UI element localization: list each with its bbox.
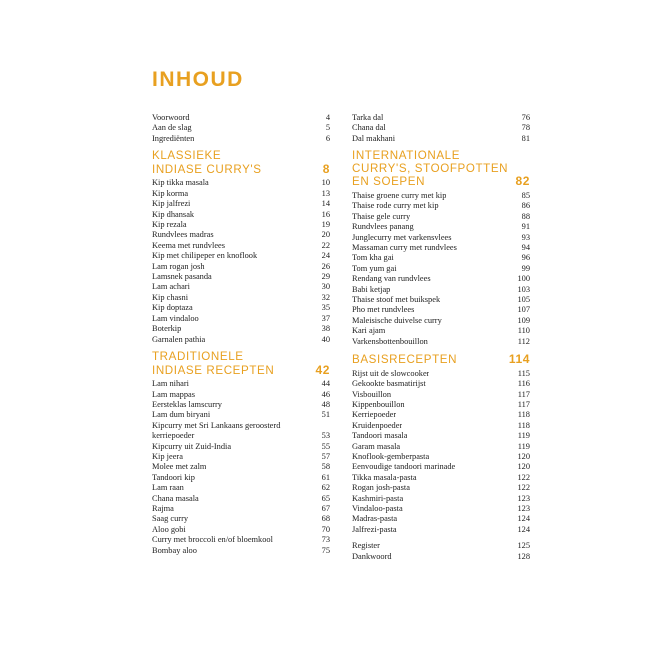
toc-entry-page: 120 (517, 451, 530, 461)
toc-entry-title: Massaman curry met rundvlees (352, 243, 457, 253)
toc-entry-page: 76 (521, 113, 530, 122)
toc-entry-title: Register (352, 541, 380, 551)
toc-entry-title: Kip korma (152, 188, 189, 198)
toc-entry (352, 285, 530, 295)
toc-entry-page: 75 (321, 545, 330, 555)
toc-entry-page: 35 (321, 303, 330, 313)
heading-line: EN SOEPEN (352, 175, 426, 189)
toc-entry (352, 483, 530, 493)
toc-entry-title: Thaise stoof met buikspek (352, 295, 441, 305)
toc-entry (152, 462, 330, 472)
toc-entry-title: Kipcurry uit Zuid-India (152, 441, 232, 451)
toc-entry-page: 100 (517, 274, 530, 284)
toc-entry (352, 504, 530, 514)
toc-entry (352, 253, 530, 263)
toc-entry (352, 514, 530, 524)
toc-entry-page: 73 (321, 535, 330, 545)
toc-entry-page: 99 (521, 263, 530, 273)
toc-entry (152, 400, 330, 410)
toc-entry-title: Lam nihari (152, 379, 189, 389)
toc-entry-page: 110 (517, 326, 530, 336)
toc-entry (352, 233, 530, 243)
toc-entry-title: Lam mappas (152, 389, 196, 399)
toc-entry-title: Tandoori masala (352, 431, 408, 441)
toc-entry-title: Bombay aloo (152, 545, 197, 555)
toc-entry-page: 103 (517, 284, 530, 294)
toc-entry (152, 410, 330, 420)
toc-entry-page: 67 (321, 503, 330, 513)
toc-entry-title: Tarka dal (352, 113, 384, 122)
toc-entry-title: Maleisische duivelse curry (352, 315, 442, 325)
toc-entry-page: 107 (517, 305, 530, 315)
toc-entry-title: Rijst uit de slowcooker (352, 368, 430, 378)
toc-entry-page: 119 (517, 431, 530, 441)
intro-list (152, 113, 330, 144)
toc-entry-page: 125 (517, 541, 530, 551)
toc-entry-title: Kerriepoeder (352, 410, 397, 420)
toc-entry-page: 62 (321, 483, 330, 493)
toc-entry-title: Lam achari (152, 282, 190, 292)
toc-entry-title: Kippenbouillon (352, 399, 405, 409)
toc-entry-title: Dal makhani (352, 133, 396, 143)
toc-entry (152, 123, 330, 133)
toc-entry-page: 94 (521, 243, 530, 253)
toc-entry (352, 134, 530, 144)
toc-entry-title: Junglecurry met varkensvlees (352, 232, 452, 242)
toc-entry-title: Gekookte basmatirijst (352, 379, 426, 389)
toc-entry-page: 93 (521, 232, 530, 242)
toc-entry-title: Rundvlees madras (152, 230, 214, 240)
toc-entry (352, 337, 530, 347)
toc-entry-title: Vindaloo-pasta (352, 503, 403, 513)
toc-entry (352, 452, 530, 462)
toc-entry-title: Kip jeera (152, 451, 183, 461)
toc-entry (152, 494, 330, 504)
toc-entry (152, 189, 330, 199)
internationale-list (352, 191, 530, 347)
toc-entry (152, 452, 330, 462)
toc-entry-page: 55 (321, 441, 330, 451)
toc-entry (152, 282, 330, 292)
toc-entry-page: 14 (321, 199, 330, 209)
toc-entry-page: 118 (517, 410, 530, 420)
heading-line: INDIASE CURRY'S (152, 162, 262, 176)
toc-entry-page: 24 (321, 251, 330, 261)
toc-entry (152, 134, 330, 144)
toc-entry-page: 37 (321, 313, 330, 323)
toc-entry (352, 123, 530, 133)
toc-entry-page: 38 (321, 324, 330, 334)
toc-entry (352, 274, 530, 284)
traditionele-list (152, 379, 330, 556)
toc-entry-page: 65 (321, 493, 330, 503)
toc-entry-title: Boterkip (152, 324, 182, 334)
heading-line: CURRY'S, STOOFPOTTEN (352, 161, 509, 175)
toc-entry (152, 390, 330, 400)
section-page-number: 8 (322, 161, 330, 176)
klassieke-list (152, 178, 330, 345)
heading-line: INTERNATIONALE (352, 149, 461, 163)
toc-entry-page: 13 (321, 188, 330, 198)
toc-entry-page: 81 (521, 133, 530, 143)
basis-list (352, 369, 530, 536)
toc-entry (352, 541, 530, 551)
toc-entry-page: 86 (521, 201, 530, 211)
toc-entry (152, 442, 330, 452)
toc-entry (352, 552, 530, 562)
toc-entry (152, 241, 330, 251)
section-page-number: 82 (515, 174, 530, 189)
toc-entry (352, 201, 530, 211)
toc-entry-page: 68 (321, 514, 330, 524)
toc-entry-page: 19 (321, 220, 330, 230)
toc-entry-title: Knoflook-gemberpasta (352, 451, 430, 461)
toc-entry-title: Rendang van rundvlees (352, 274, 431, 284)
section-heading-traditionele (152, 351, 330, 377)
toc-entry (352, 462, 530, 472)
toc-entry-title: Kashmiri-pasta (352, 493, 404, 503)
toc-entry (152, 199, 330, 209)
section-heading-internationale (352, 150, 530, 189)
toc-entry-title: Aloo gobi (152, 524, 186, 534)
toc-entry-page: 29 (321, 272, 330, 282)
toc-entry (352, 326, 530, 336)
toc-entry-page: 20 (321, 230, 330, 240)
toc-entry (152, 303, 330, 313)
toc-entry-title: Tom kha gai (352, 253, 394, 263)
toc-entry-title: Kip doptaza (152, 303, 193, 313)
toc-entry-title: Eersteklas lamscurry (152, 399, 222, 409)
toc-entry-page: 124 (517, 514, 530, 524)
toc-entry-page: 22 (321, 240, 330, 250)
toc-entry (152, 514, 330, 524)
toc-entry-title: Voorwoord (152, 113, 190, 122)
toc-entry-page: 128 (517, 551, 530, 561)
toc-entry (352, 421, 530, 431)
toc-entry (352, 390, 530, 400)
toc-entry-page: 26 (321, 261, 330, 271)
toc-entry-page: 123 (517, 503, 530, 513)
toc-entry-title: Rundvlees panang (352, 222, 414, 232)
toc-entry (352, 369, 530, 379)
toc-entry-title: Tandoori kip (152, 472, 195, 482)
toc-entry (352, 305, 530, 315)
toc-entry (352, 525, 530, 535)
toc-entry-title: Garnalen pathia (152, 334, 206, 344)
toc-entry-page: 117 (517, 389, 530, 399)
toc-column-right (352, 113, 530, 562)
toc-entry (152, 220, 330, 230)
toc-entry (152, 379, 330, 389)
toc-entry-page: 105 (517, 295, 530, 305)
toc-entry (152, 525, 330, 535)
toc-entry-page: 40 (321, 334, 330, 344)
toc-entry-title: Pho met rundvlees (352, 305, 415, 315)
toc-entry (152, 504, 330, 514)
toc-entry-page: 78 (521, 123, 530, 133)
toc-entry (152, 293, 330, 303)
toc-entry-page: 122 (517, 472, 530, 482)
toc-entry-page: 124 (517, 524, 530, 534)
toc-entry (352, 494, 530, 504)
heading-line: KLASSIEKE (152, 149, 222, 163)
toc-entry (152, 535, 330, 545)
toc-entry-title: Rogan josh-pasta (352, 483, 410, 493)
toc-entry-page: 16 (321, 209, 330, 219)
toc-entry-title: Ingrediënten (152, 133, 195, 143)
toc-entry-page: 70 (321, 524, 330, 534)
heading-line: INDIASE RECEPTEN (152, 363, 275, 377)
toc-entry-page: 46 (321, 389, 330, 399)
toc-entry-page: 123 (517, 493, 530, 503)
toc-entry-page: 85 (521, 191, 530, 200)
heading-line: TRADITIONELE (152, 349, 244, 363)
toc-entry-title: Curry met broccoli en/of bloemkool (152, 535, 273, 545)
toc-entry-title: Babi ketjap (352, 284, 391, 294)
toc-entry-title: Kip rezala (152, 220, 187, 230)
heading-line: BASISRECEPTEN (352, 353, 458, 367)
toc-entry-title: Rajma (152, 503, 174, 513)
toc-entry-title: Eenvoudige tandoori marinade (352, 462, 456, 472)
toc-entry-title: Kip met chilipeper en knoflook (152, 251, 258, 261)
toc-entry-title: Lam raan (152, 483, 184, 493)
toc-entry (152, 473, 330, 483)
section-page-number: 42 (315, 362, 330, 377)
toc-entry (152, 113, 330, 123)
toc-entry-title: Aan de slag (152, 123, 192, 133)
toc-entry (352, 400, 530, 410)
toc-entry (152, 210, 330, 220)
toc-entry-title: Jalfrezi-pasta (352, 524, 397, 534)
toc-entry-title: Madras-pasta (352, 514, 398, 524)
toc-entry-title: Chana dal (352, 123, 386, 133)
toc-entry-page: 10 (321, 178, 330, 188)
toc-entry-page: 116 (517, 379, 530, 389)
toc-entry (152, 421, 330, 442)
toc-entry-page: 109 (517, 315, 530, 325)
toc-entry-page: 44 (321, 379, 330, 389)
toc-entry (152, 324, 330, 334)
toc-entry-title: Kari ajam (352, 326, 386, 336)
toc-entry-page: 58 (321, 462, 330, 472)
toc-entry-title: Lam dum biryani (152, 410, 211, 420)
section-heading-basis (352, 353, 530, 367)
toc-entry-title: Keema met rundvlees (152, 240, 226, 250)
toc-entry-page: 6 (325, 133, 330, 143)
toc-entry-page: 53 (321, 431, 330, 441)
toc-entry-page: 57 (321, 451, 330, 461)
toc-entry-title: Tikka masala-pasta (352, 472, 417, 482)
toc-entry-title: Thaise gele curry (352, 211, 411, 221)
toc-entry (152, 272, 330, 282)
toc-entry-title: Molee met zalm (152, 462, 207, 472)
toc-entry-page: 48 (321, 399, 330, 409)
toc-entry (352, 264, 530, 274)
toc-entry (152, 251, 330, 261)
toc-entry (152, 314, 330, 324)
toc-entry (152, 483, 330, 493)
toc-entry-page: 32 (321, 292, 330, 302)
toc-entry-page: 115 (517, 368, 530, 378)
toc-entry-title: Dankwoord (352, 551, 392, 561)
toc-entry (352, 431, 530, 441)
toc-entry (152, 178, 330, 188)
toc-entry-page: 96 (521, 253, 530, 263)
toc-entry-page: 91 (521, 222, 530, 232)
toc-entry (352, 212, 530, 222)
toc-entry-title: Kip dhansak (152, 209, 195, 219)
toc-entry-page: 122 (517, 483, 530, 493)
toc-entry-title: Lam rogan josh (152, 261, 205, 271)
toc-entry-title: Saag curry (152, 514, 189, 524)
toc-entry-page: 4 (325, 113, 330, 122)
toc-entry-title: Lamsnek pasanda (152, 272, 212, 282)
toc-entry-title: Tom yum gai (352, 263, 397, 273)
toc-entry (152, 335, 330, 345)
toc-entry-page: 30 (321, 282, 330, 292)
toc-entry-page: 112 (517, 336, 530, 346)
toc-entry-page: 119 (517, 441, 530, 451)
toc-entry-page: 118 (517, 420, 530, 430)
toc-entry-title: Thaise rode curry met kip (352, 201, 439, 211)
toc-entry (152, 546, 330, 556)
section-heading-klassieke (152, 150, 330, 176)
toc-entry-title: Kip chasni (152, 292, 189, 302)
page-title: INHOUD (152, 68, 244, 91)
toc-entry-page: 120 (517, 462, 530, 472)
toc-entry (352, 442, 530, 452)
toc-entry (352, 191, 530, 201)
toc-entry-page: 61 (321, 472, 330, 482)
toc-entry-title: Kipcurry met Sri Lankaans geroosterd kerriepoeder (152, 420, 281, 441)
toc-entry-page: 5 (325, 123, 330, 133)
toc-entry-title: Varkensbottenbouillon (352, 336, 428, 346)
toc-entry (352, 473, 530, 483)
toc-entry (352, 113, 530, 123)
toc-entry-page: 51 (321, 410, 330, 420)
section-page-number: 114 (508, 352, 530, 367)
end-list (352, 541, 530, 562)
toc-entry-title: Chana masala (152, 493, 199, 503)
toc-entry (352, 243, 530, 253)
toc-entry (352, 222, 530, 232)
toc-entry-page: 88 (521, 211, 530, 221)
toc-entry-title: Lam vindaloo (152, 313, 199, 323)
toc-entry (152, 230, 330, 240)
toc-entry-title: Thaise groene curry met kip (352, 191, 447, 200)
toc-entry (352, 316, 530, 326)
toc-entry (352, 295, 530, 305)
toc-entry (352, 410, 530, 420)
toc-entry (152, 262, 330, 272)
toc-entry-title: Visbouillon (352, 389, 392, 399)
dal-list (352, 113, 530, 144)
toc-entry-title: Kip tikka masala (152, 178, 209, 188)
toc-entry-title: Kruidenpoeder (352, 420, 403, 430)
toc-entry (352, 379, 530, 389)
toc-entry-title: Garam masala (352, 441, 401, 451)
toc-entry-page: 117 (517, 399, 530, 409)
toc-column-left (152, 113, 330, 556)
toc-entry-title: Kip jalfrezi (152, 199, 191, 209)
